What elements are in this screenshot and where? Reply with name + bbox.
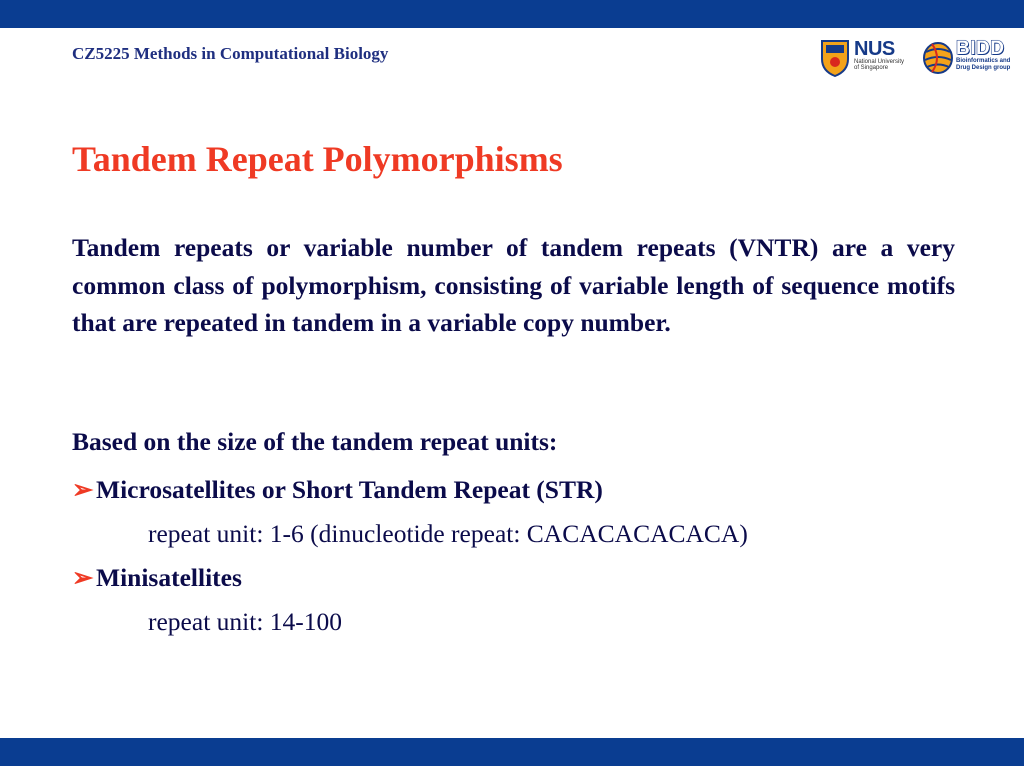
arrow-bullet-icon: ➢	[72, 563, 94, 592]
bullet-label: Microsatellites or Short Tandem Repeat (STR)	[96, 475, 603, 504]
bidd-logo-subtitle: Bioinformatics and Drug Design group	[956, 58, 1011, 71]
bullet-detail-microsatellites: repeat unit: 1-6 (dinucleotide repeat: CACACACACACA)	[148, 519, 748, 548]
arrow-bullet-icon: ➢	[72, 475, 94, 504]
bidd-logo	[922, 38, 1014, 78]
nus-logo-subtitle: National University of Singapore	[854, 59, 905, 71]
top-banner	[0, 0, 1024, 28]
bullet-microsatellites	[72, 475, 603, 505]
nus-logo-name: NUS	[854, 38, 895, 60]
bottom-banner	[0, 738, 1024, 766]
nus-logo	[820, 38, 910, 78]
course-title: CZ5225 Methods in Computational Biology	[72, 44, 389, 63]
bidd-globe-icon	[922, 40, 954, 76]
bullet-detail-minisatellites: repeat unit: 14-100	[148, 607, 343, 636]
bullet-label: Minisatellites	[96, 563, 242, 592]
nus-crest-icon	[820, 39, 850, 77]
bidd-logo-name: BIDD	[956, 38, 1005, 59]
definition-paragraph: Tandem repeats or variable number of tandem repeats (VNTR) are a very common class of polymorphism, consisting of variable length of sequence motifs that are repeated in tandem in a variable copy number.	[72, 233, 955, 337]
classification-heading: Based on the size of the tandem repeat units:	[72, 427, 558, 456]
bullet-minisatellites	[72, 563, 242, 593]
slide-title: Tandem Repeat Polymorphisms	[72, 139, 563, 179]
